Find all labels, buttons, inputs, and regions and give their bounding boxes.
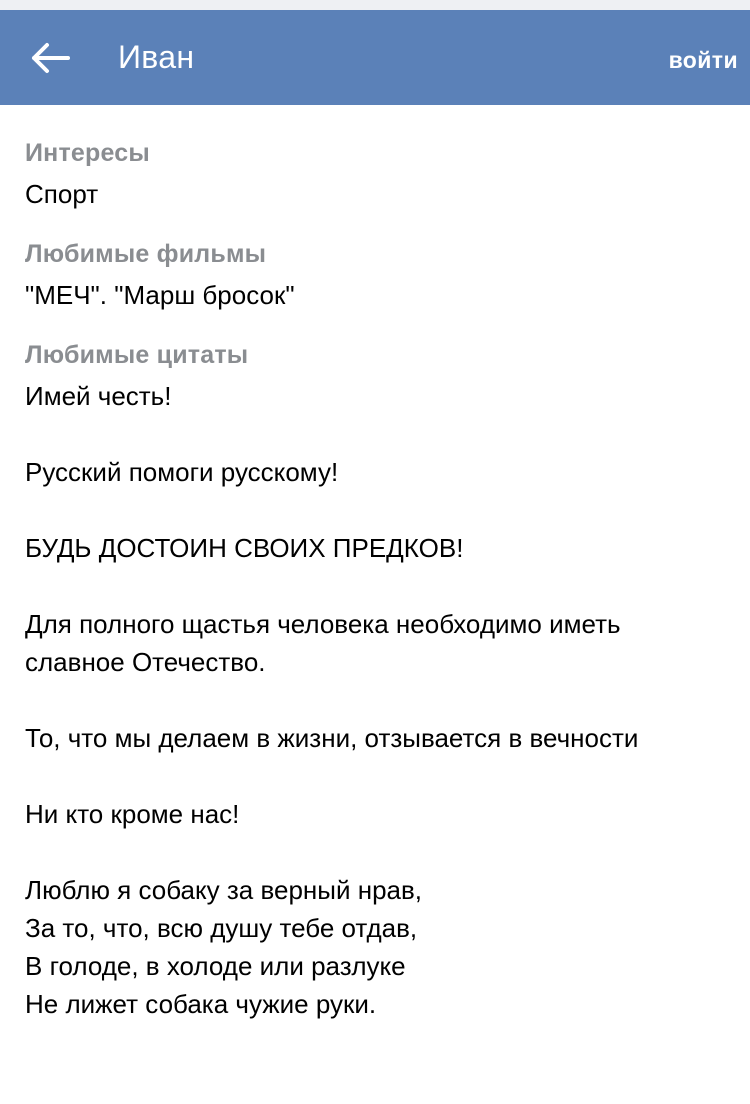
status-bar (0, 0, 750, 10)
arrow-left-icon (28, 38, 72, 78)
profile-info (0, 105, 750, 1023)
section-value: Спорт (25, 179, 99, 209)
section-interests (25, 137, 725, 213)
section-value: "МЕЧ". "Марш бросок" (25, 280, 295, 310)
page-title: Иван (118, 39, 195, 75)
section-title: Любимые цитаты (25, 341, 249, 369)
login-button[interactable]: войти (668, 47, 738, 73)
section-title: Любимые фильмы (25, 240, 267, 268)
back-button[interactable] (28, 38, 72, 78)
section-value: Имей честь! Русский помоги русскому! БУДЬ ДОСТОИН СВОИХ ПРЕДКОВ! Для полного щастья человека необходимо иметь славное Отечество. То, что мы делаем в жизни, отзывается в вечности Ни кто кроме нас! Люблю я собаку за верный нрав, За то, что, всю душу тебе отдав, В голоде, в холоде или разлуке Не лижет собака чужие руки. (25, 381, 639, 1019)
app-header (0, 10, 750, 105)
section-favorite-quotes (25, 339, 725, 1023)
section-favorite-movies (25, 238, 725, 314)
section-title: Интересы (25, 139, 150, 167)
